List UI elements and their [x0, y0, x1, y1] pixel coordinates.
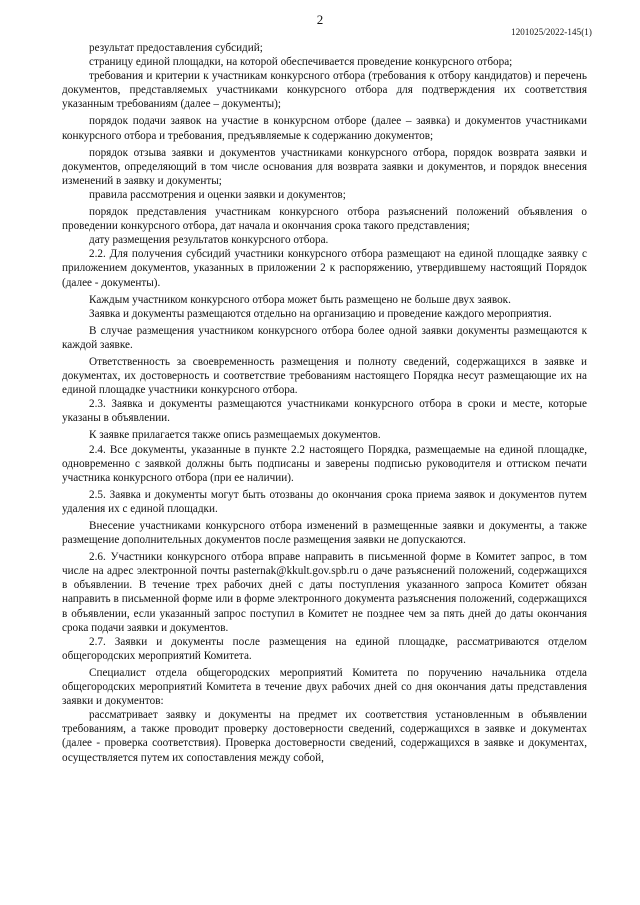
- paragraph: 2.2. Для получения субсидий участники конкурсного отбора размещают на единой площадке заявку с приложением документов, указанных в приложении 2 к распоряжению, утвердившему настоящий Порядок (далее - документы).: [62, 248, 587, 289]
- paragraph: дату размещения результатов конкурсного отбора.: [89, 234, 329, 247]
- paragraph: Внесение участниками конкурсного отбора изменений в размещенные заявки и документы, а также размещение дополнительных документов после размещения заявки не допускаются.: [62, 520, 587, 547]
- page-number: 2: [316, 12, 324, 27]
- paragraph: 2.7. Заявки и документы после размещения на единой площадке, рассматриваются отделом общегородских мероприятий Комитета.: [62, 635, 587, 662]
- paragraph: 2.3. Заявка и документы размещаются участниками конкурсного отбора в сроки и месте, которые указаны в объявлении.: [62, 398, 587, 425]
- paragraph: страницу единой площадки, на которой обеспечивается проведение конкурсного отбора;: [89, 56, 513, 69]
- paragraph: порядок представления участникам конкурсного отбора разъяснений положений объявления о проведении конкурсного отбора, дат начала и окончания срока такого представления;: [62, 206, 587, 233]
- paragraph: результат предоставления субсидий;: [89, 42, 263, 54]
- paragraph: 2.4. Все документы, указанные в пункте 2.2 настоящего Порядка, размещаемые на единой площадке, одновременно с заявкой должны быть подписаны и заверены подписью руководителя и оттиском печати участника конкурсного отбора (при ее наличии).: [62, 443, 587, 484]
- document-code: 1201025/2022-145(1): [511, 27, 592, 37]
- paragraph: порядок отзыва заявки и документов участниками конкурсного отбора, порядок возврата заявки и документов, определяющий в том числе основания для возврата заявки и документов, и порядок внесения изменений в заявку и документы;: [62, 146, 587, 187]
- paragraph: Каждым участником конкурсного отбора может быть размещено не больше двух заявок.: [89, 293, 511, 306]
- paragraph: Ответственность за своевременность размещения и полноту сведений, содержащихся в заявке и документах, их достоверность и соответствие требованиям настоящего Порядка несут размещающие их на единой площадке участники конкурсного отбора.: [62, 355, 587, 397]
- paragraph: 2.6. Участники конкурсного отбора вправе направить в письменной форме в Комитет запрос, в том числе на адрес электронной почты pasternak@kkult.gov.spb.ru о даче разъяснений положений, содержащихся в объявлении. В течение трех рабочих дней с даты поступления указанного запроса Комитет обязан направить в письменной форме или в форме электронного документа разъяснения положений, содержащихся в объявлении, если указанный запрос поступил в Комитет не позднее чем за пять дней до даты окончания срока подачи заявки и документов.: [62, 551, 587, 634]
- document-body: [62, 41, 587, 765]
- paragraph: правила рассмотрения и оценки заявки и документов;: [89, 188, 346, 201]
- paragraph: требования и критерии к участникам конкурсного отбора (требования к отбору кандидатов) и перечень документов, представляемых участниками конкурсного отбора для подтверждения их соответствия указанным требованиям (далее – документы);: [62, 70, 587, 111]
- paragraph: К заявке прилагается также опись размещаемых документов.: [89, 429, 381, 442]
- paragraph: рассматривает заявку и документы на предмет их соответствия установленным в объявлении требованиям, а также проводит проверку достоверности сведений, содержащихся в заявке и документах (далее - проверка соответствия). Проверка достоверности сведений, содержащихся в заявке и документах, осуществляется путем их сопоставления между собой,: [62, 709, 587, 764]
- paragraph: 2.5. Заявка и документы могут быть отозваны до окончания срока приема заявок и документов путем удаления их с единой площадки.: [62, 488, 587, 515]
- paragraph: В случае размещения участником конкурсного отбора более одной заявки документы размещаются к каждой заявке.: [62, 324, 587, 351]
- paragraph: Заявка и документы размещаются отдельно на организацию и проведение каждого мероприятия.: [89, 307, 552, 320]
- paragraph: Специалист отдела общегородских мероприятий Комитета по поручению начальника отдела общегородских мероприятий Комитета в течение двух рабочих дней со дня окончания даты представления заявки и документов:: [62, 666, 587, 708]
- paragraph: порядок подачи заявок на участие в конкурсном отборе (далее – заявка) и документов участниками конкурсного отбора и требования, предъявляемые к содержанию документов;: [62, 115, 587, 142]
